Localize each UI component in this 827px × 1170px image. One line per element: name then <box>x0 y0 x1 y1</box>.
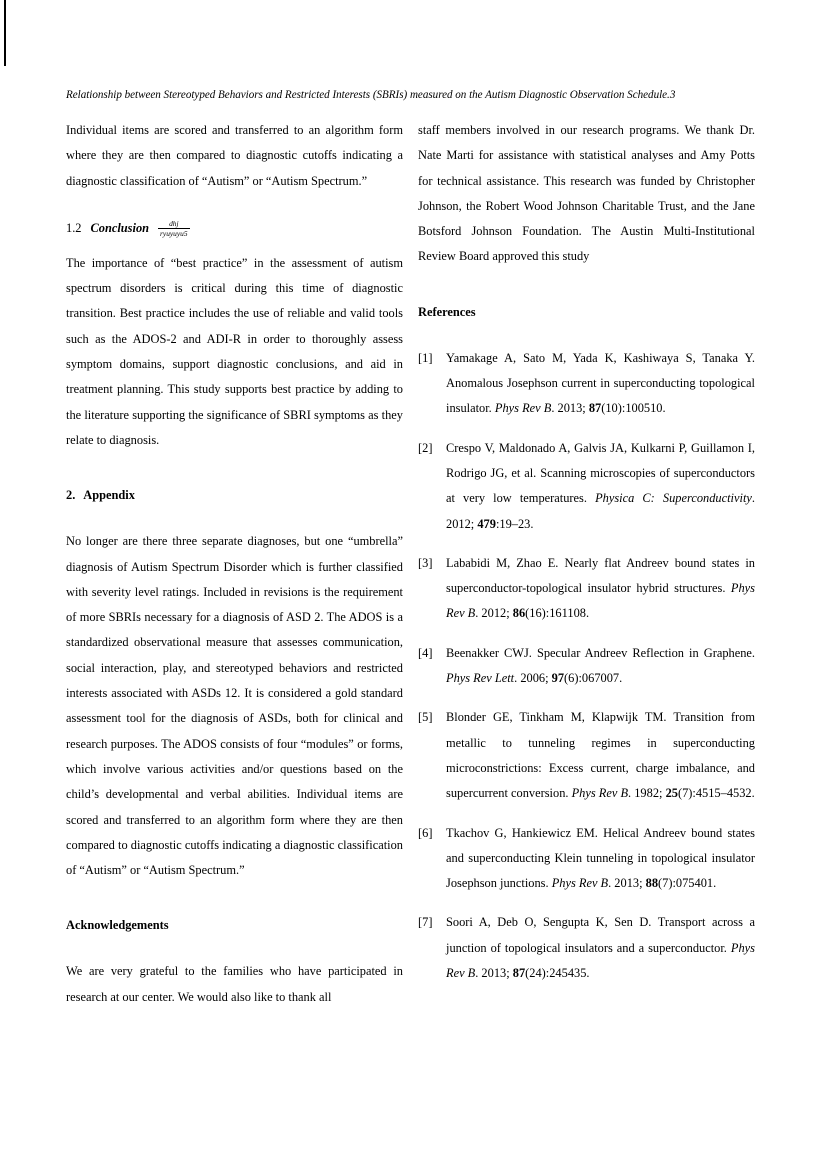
reference-title: Specular Andreev Reflection in Graphene. <box>536 645 755 660</box>
reference-volume: 87 <box>588 401 602 416</box>
spacer <box>66 883 403 916</box>
reference-detail: (24):245435. <box>525 966 590 981</box>
reference-label: [7] <box>418 915 433 930</box>
reference-authors: Lababidi M, Zhao E. <box>446 555 559 570</box>
reference-authors: Tkachov G, Hankiewicz EM. <box>446 825 598 840</box>
reference-entry <box>418 821 755 897</box>
reference-journal: Phys Rev Lett <box>446 671 515 686</box>
reference-label: [3] <box>418 555 433 570</box>
reference-journal: Phys Rev B <box>571 786 629 801</box>
reference-volume: 97 <box>551 671 565 686</box>
reference-volume: 88 <box>645 876 659 891</box>
inline-fraction <box>158 220 190 238</box>
reference-year: . 2013; <box>551 401 586 416</box>
reference-year: . 2013; <box>608 876 643 891</box>
reference-title: Transport across a junction of topological insulators and a superconductor. <box>446 915 755 955</box>
reference-volume: 25 <box>665 786 678 801</box>
left-column <box>66 118 403 1010</box>
reference-year: . 2006; <box>514 671 549 686</box>
reference-detail: :19–23. <box>495 516 534 531</box>
reference-detail: (7):075401. <box>658 876 717 891</box>
reference-label: [2] <box>418 440 433 455</box>
reference-detail: (6):067007. <box>564 671 623 686</box>
reference-title: Anomalous Josephson current in superconducting topological insulator. <box>446 376 755 416</box>
reference-year: . 2013; <box>475 966 510 981</box>
reference-volume: 87 <box>512 966 526 981</box>
reference-label: [5] <box>418 710 433 725</box>
running-header <box>66 88 761 102</box>
paragraph-continued: Individual items are scored and transferred to an algorithm form where they are then compared to diagnostic cutoffs indicating a diagnostic classification of “Autism” or “Autism Spectrum.” <box>66 123 403 188</box>
reference-detail: (7):4515–4532. <box>677 786 755 801</box>
spacer <box>66 934 403 959</box>
reference-year: . 2012; <box>475 606 510 621</box>
references-heading: References <box>418 304 476 319</box>
fraction-denominator: ryuyuyu5 <box>160 228 188 238</box>
reference-volume: 479 <box>477 516 496 531</box>
reference-entry <box>418 910 755 986</box>
running-header-title: Relationship between Stereotyped Behaviors and Restricted Interests (SBRIs) measured on the Autism Diagnostic Observation Schedule. <box>66 89 670 101</box>
reference-journal: Physica C: Superconductivity <box>595 491 752 506</box>
two-column-body <box>66 118 761 1118</box>
section-heading-conclusion <box>66 219 403 237</box>
reference-authors: Blonder GE, Tinkham M, Klapwijk TM. <box>446 710 667 725</box>
reference-list <box>418 346 755 987</box>
spacer <box>66 453 403 486</box>
right-column <box>418 118 755 986</box>
appendix-heading <box>66 486 403 504</box>
acknowledgements-paragraph: We are very grateful to the families who have participated in research at our center. We would also like to thank all <box>66 964 403 1004</box>
reference-title: Nearly flat Andreev bound states in superconductor-topological insulator hybrid structures. <box>446 555 755 596</box>
reference-authors: Yamakage A, Sato M, Yada K, Kashiwaya S, Tanaka Y. <box>446 350 755 365</box>
section-title: Conclusion <box>90 220 150 235</box>
appendix-paragraph: No longer are there three separate diagnoses, but one “umbrella” diagnosis of Autism Spectrum Disorder which is further classified with severity level ratings. Included in revisions is the requirement of more SBRIs necessary for a diagnosis of ASD 2. The ADOS is a standardized observational measure that assesses communication, social interaction, play, and stereotyped behaviors and restricted interests associated with ASDs 12. It is considered a gold standard assessment tool for the diagnosis of ASDs, both for clinical and research purposes. The ADOS consists of four “modules” or forms, which involve various activities and/or questions based on the child’s developmental and verbal abilities. Individual items are scored and transferred to an algorithm form where they are then compared to diagnostic cutoffs indicating a diagnostic classification of “Autism” or “Autism Spectrum.” <box>66 534 403 878</box>
section-number: 1.2 <box>66 220 82 235</box>
spacer <box>418 321 755 346</box>
acknowledgements-heading: Acknowledgements <box>66 918 169 933</box>
reference-authors: Crespo V, Maldonado A, Galvis JA, Kulkarni P, Guillamon I, Rodrigo JG, et al. <box>446 440 755 480</box>
spacer <box>66 194 403 219</box>
reference-label: [6] <box>418 825 433 840</box>
reference-entry <box>418 436 755 537</box>
reference-detail: (16):161108. <box>525 606 590 621</box>
fraction-numerator: dhj <box>169 218 179 228</box>
reference-label: [4] <box>418 645 433 660</box>
appendix-number: 2. <box>66 488 76 503</box>
reference-label: [1] <box>418 350 433 365</box>
reference-journal: Phys Rev B <box>446 940 755 981</box>
reference-title: Transition from metallic to tunneling regimes in superconducting microconstrictions: Excess current, charge imbalance, and supercurrent conversion. <box>446 710 755 801</box>
appendix-title: Appendix <box>83 488 135 503</box>
spacer <box>66 237 403 251</box>
reference-entry <box>418 346 755 422</box>
reference-entry <box>418 705 755 806</box>
reference-entry <box>418 551 755 627</box>
reference-journal: Phys Rev B <box>551 876 609 891</box>
reference-year: . 2012; <box>446 491 755 531</box>
spacer <box>66 504 403 529</box>
reference-entry <box>418 641 755 692</box>
page-number: 3 <box>669 89 676 101</box>
reference-authors: Beenakker CWJ. <box>446 645 532 660</box>
reference-detail: (10):100510. <box>601 401 666 416</box>
reference-journal: Phys Rev B <box>446 581 755 621</box>
reference-title: Helical Andreev bound states and superconducting Klein tunneling in topological insulator Josephson junctions. <box>446 825 755 891</box>
reference-year: . 1982; <box>628 786 663 801</box>
conclusion-paragraph: The importance of “best practice” in the assessment of autism spectrum disorders is critical during this time of diagnostic transition. Best practice includes the use of reliable and valid tools such as the ADOS-2 and ADI-R in order to thoroughly assess symptom domains, support diagnostic conclusions, and aid in treatment planning. This study supports best practice by adding to the literature supporting the significance of SBRI symptoms as they relate to diagnosis. <box>66 255 403 447</box>
reference-title: Scanning microscopies of superconductors at very low temperatures. <box>446 465 755 506</box>
reference-volume: 86 <box>512 606 526 621</box>
reference-journal: Phys Rev B <box>494 401 552 416</box>
spacer <box>418 270 755 303</box>
acknowledgements-continued: staff members involved in our research programs. We thank Dr. Nate Marti for assistance with statistical analyses and Amy Potts for technical assistance. This research was funded by Christopher Johnson, the Robert Wood Johnson Charitable Trust, and the Jane Botsford Johnson Foundation. The Austin Multi-Institutional Review Board approved this study <box>418 123 755 264</box>
reference-authors: Soori A, Deb O, Sengupta K, Sen D. <box>446 915 652 930</box>
page-edge-marker <box>4 0 6 66</box>
